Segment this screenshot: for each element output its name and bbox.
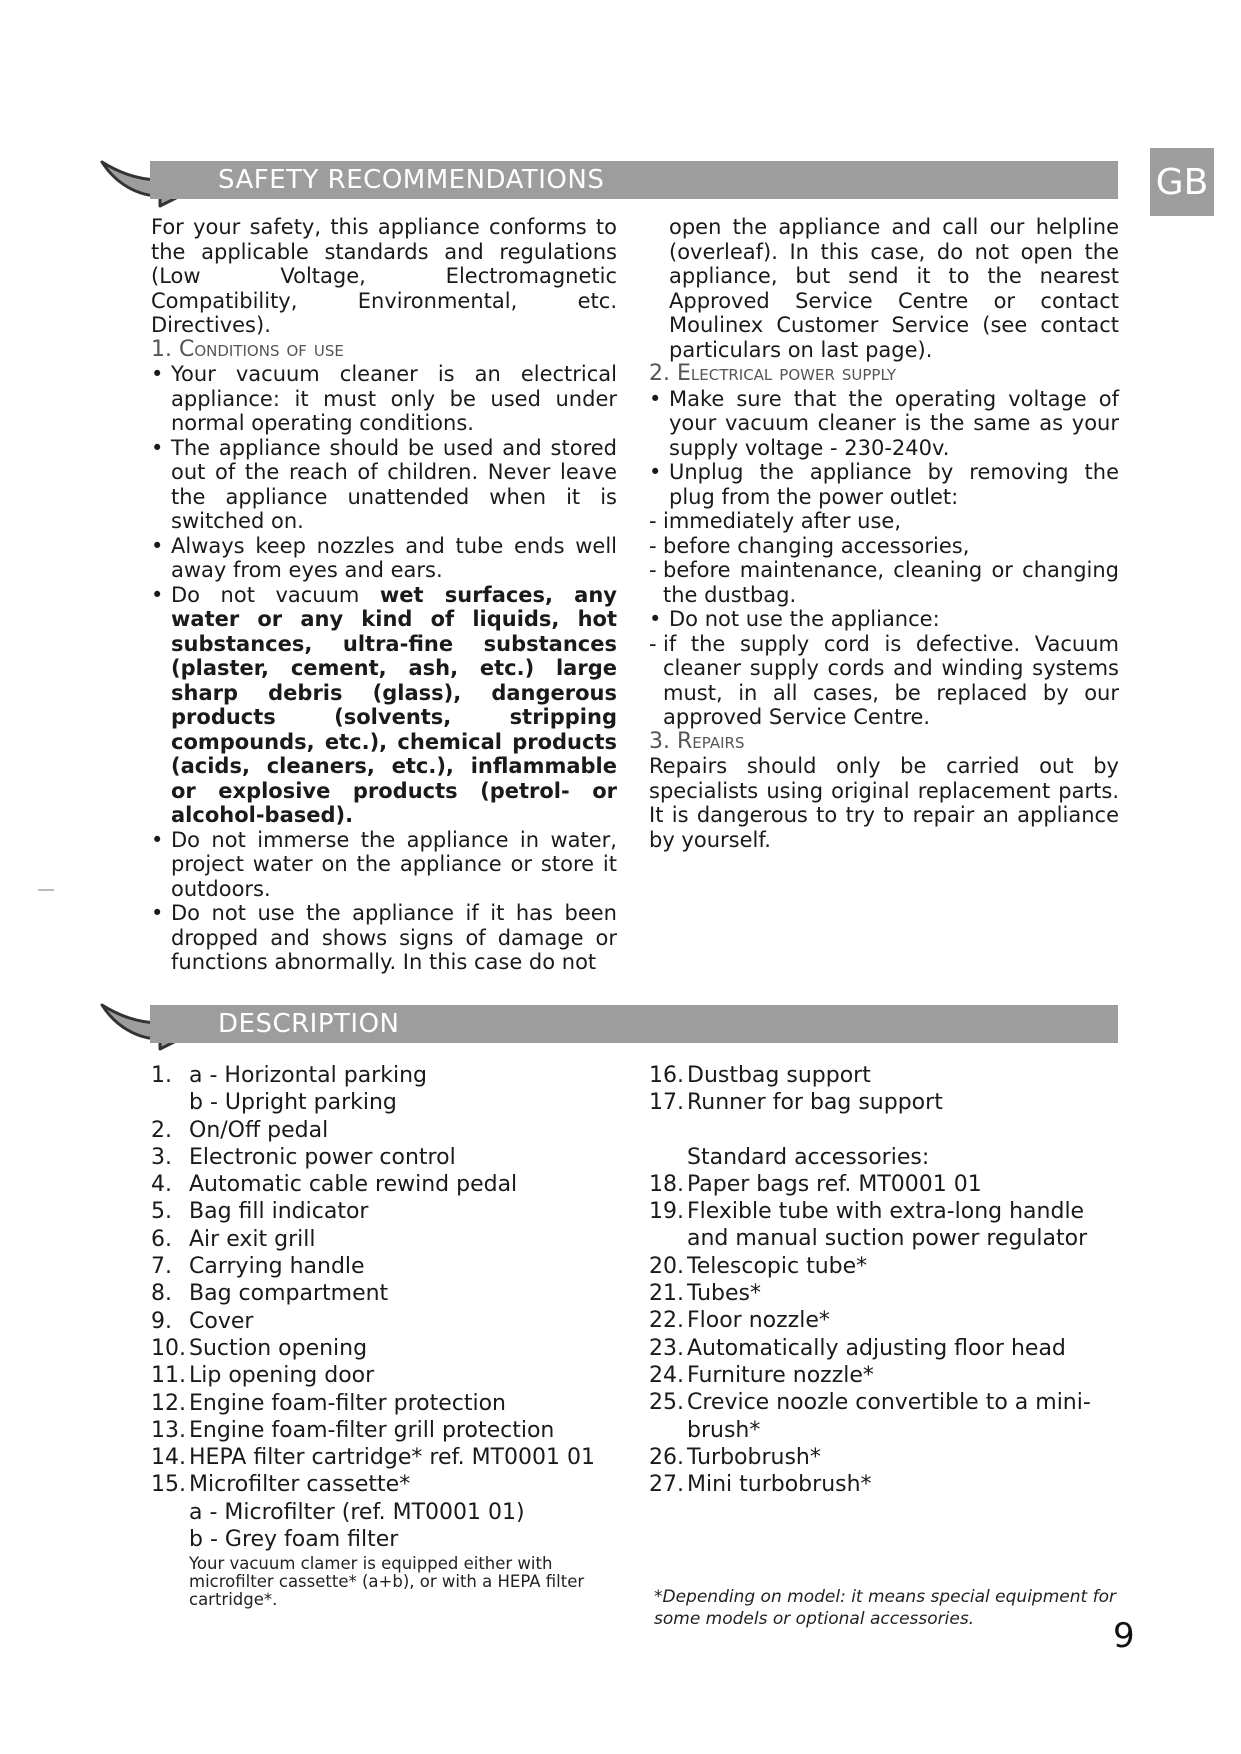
item-text: Bag fill indicator (189, 1199, 369, 1225)
filter-note: Your vacuum clamer is equipped either with microfilter cassette* (a+b), or with a HEPA filter cartridge*. (189, 1554, 585, 1610)
description-item (649, 1444, 1129, 1471)
repairs-heading: 3. Repairs (649, 728, 745, 754)
description-item (649, 1198, 1129, 1253)
power-dash-item: - immediately after use, (649, 509, 1119, 534)
description-item (151, 1499, 621, 1526)
conditions-bullet: • Do not vacuum wet surfaces, any water or any kind of liquids, hot substances, ultra-fine substances (plaster, cement, ash, etc.) large sharp debris (glass), dangerous products (solvents, stripping compounds, etc.), chemical products (acids, cleaners, etc.), inflammable or explosive products (petrol- or alcohol-based). (151, 583, 617, 828)
description-item (151, 1226, 621, 1253)
description-item (151, 1253, 621, 1280)
item-text: Crevice noozle convertible to a mini-brush* (687, 1390, 1091, 1443)
item-text: Automatic cable rewind pedal (189, 1172, 518, 1198)
description-item (151, 1471, 621, 1498)
description-item (151, 1198, 621, 1225)
item-text: Dustbag support (687, 1063, 871, 1088)
item-number: 9. (151, 1308, 172, 1334)
item-text: Suction opening (189, 1335, 368, 1361)
item-number: 23. (649, 1335, 684, 1361)
description-item (649, 1171, 1129, 1198)
item-text: HEPA filter cartridge* ref. MT0001 01 (189, 1445, 596, 1471)
description-item (151, 1117, 621, 1144)
description-item (649, 1062, 1129, 1089)
item-text: Paper bags ref. MT0001 01 (687, 1171, 982, 1197)
repairs-text: Repairs should only be carried out by specialists using original replacement parts. It is dangerous to try to repair an appliance by yourself. (649, 754, 1119, 852)
description-item (151, 1280, 621, 1307)
description-item (649, 1089, 1129, 1116)
item-number: 12. (151, 1390, 186, 1416)
item-number: 20. (649, 1253, 684, 1279)
conditions-bullet: • Do not use the appliance if it has been dropped and shows signs of damage or functions abnormally. In this case do not (151, 901, 617, 975)
item-text: a - Horizontal parking (189, 1063, 427, 1088)
item-number: 2. (151, 1117, 172, 1143)
description-item (649, 1389, 1129, 1444)
item-number: 15. (151, 1472, 186, 1498)
item-text: Floor nozzle* (687, 1308, 830, 1334)
description-item (649, 1307, 1129, 1334)
description-item (151, 1308, 621, 1335)
item-text: Engine foam-filter protection (189, 1390, 507, 1416)
margin-mark (38, 889, 54, 891)
item-number: 1. (151, 1063, 172, 1088)
item-text: Runner for bag support (687, 1090, 943, 1116)
item-text: Air exit grill (189, 1226, 316, 1252)
safety-left-column (151, 215, 617, 975)
description-item (151, 1171, 621, 1198)
item-number: 25. (649, 1390, 684, 1416)
description-item (151, 1062, 621, 1089)
item-text: Telescopic tube* (687, 1253, 868, 1279)
item-number: 27. (649, 1472, 684, 1498)
power-bullet: • Unplug the appliance by removing the plug from the power outlet: (649, 460, 1119, 509)
power-dash-item: - before maintenance, cleaning or changing the dustbag. (649, 558, 1119, 607)
safety-heading: SAFETY RECOMMENDATIONS (218, 165, 605, 195)
power-dash-item: - before changing accessories, (649, 534, 1119, 559)
conditions-bullet: • Your vacuum cleaner is an electrical appliance: it must only be used under normal operating conditions. (151, 362, 617, 436)
item-number: 4. (151, 1172, 172, 1198)
item-text: Lip opening door (189, 1363, 375, 1389)
description-left-list (151, 1062, 621, 1609)
item-text: Automatically adjusting floor head (687, 1335, 1066, 1361)
power-supply-heading: 2. Electrical power supply (649, 361, 896, 386)
conditions-bullet: • Do not immerse the appliance in water, project water on the appliance or store it outdoors. (151, 828, 617, 902)
description-header-band (150, 1005, 1118, 1043)
description-item (151, 1444, 621, 1471)
description-item (649, 1253, 1129, 1280)
description-item (151, 1144, 621, 1171)
item-text: Tubes* (687, 1281, 762, 1307)
description-item (151, 1390, 621, 1417)
conditions-bullet: • Always keep nozzles and tube ends well away from eyes and ears. (151, 534, 617, 583)
item-text: Carrying handle (189, 1254, 365, 1280)
item-number: 6. (151, 1226, 172, 1252)
safety-intro: For your safety, this appliance conforms to the applicable standards and regulations (Low Voltage, Electromagnetic Compatibility, Environmental, etc. Directives). (151, 215, 617, 337)
item-number: 3. (151, 1144, 172, 1170)
description-item (151, 1417, 621, 1444)
item-text: Furniture nozzle* (687, 1362, 874, 1388)
item-number: 5. (151, 1199, 172, 1225)
page-number: 9 (1113, 1616, 1135, 1656)
description-right-list (649, 1062, 1129, 1498)
item-text: Electronic power control (189, 1144, 456, 1170)
item-text: Turbobrush* (687, 1444, 821, 1470)
item-number: 19. (649, 1199, 684, 1225)
power-bullet: • Make sure that the operating voltage of your vacuum cleaner is the same as your supply voltage - 230-240v. (649, 387, 1119, 461)
conditions-bullet: • The appliance should be used and stored out of the reach of children. Never leave the appliance unattended when it is switched on. (151, 436, 617, 534)
item-text: Bag compartment (189, 1281, 389, 1307)
item-text: Engine foam-filter grill protection (189, 1417, 555, 1443)
item-number: 11. (151, 1363, 186, 1389)
item-number: 14. (151, 1445, 186, 1471)
item-text: Cover (189, 1308, 254, 1334)
item-number: 24. (649, 1362, 684, 1388)
item-number: 21. (649, 1281, 684, 1307)
accessories-label: Standard accessories: (687, 1144, 930, 1170)
item-text: Flexible tube with extra-long handle and manual suction power regulator (687, 1199, 1088, 1252)
power-bullet: • Do not use the appliance: (649, 607, 1119, 632)
description-item (649, 1471, 1129, 1498)
item-number: 26. (649, 1444, 684, 1470)
item-number: 13. (151, 1417, 186, 1443)
item-number: 10. (151, 1335, 186, 1361)
description-item (151, 1089, 621, 1116)
safety-right-column (649, 215, 1119, 852)
item-text: Microfilter cassette* (189, 1472, 411, 1498)
item-number: 22. (649, 1308, 684, 1334)
model-footnote: *Depending on model: it means special equipment for some models or optional accessories. (654, 1587, 1116, 1629)
item-number: 18. (649, 1171, 684, 1197)
description-item (151, 1362, 621, 1389)
power-dash-item: - if the supply cord is defective. Vacuum cleaner supply cords and winding systems must, in all cases, be replaced by our approved Service Centre. (649, 632, 1119, 730)
description-item (151, 1526, 621, 1553)
description-item (649, 1362, 1129, 1389)
description-item (151, 1335, 621, 1362)
description-item (649, 1335, 1129, 1362)
item-number: 8. (151, 1281, 172, 1307)
item-number: 7. (151, 1254, 172, 1280)
item-text: a - Microfilter (ref. MT0001 01) (189, 1499, 525, 1525)
description-heading: DESCRIPTION (218, 1009, 400, 1039)
item-text: Mini turbobrush* (687, 1472, 872, 1498)
item-text: b - Upright parking (189, 1090, 397, 1116)
item-number: 16. (649, 1063, 684, 1088)
continued-text: open the appliance and call our helpline (overleaf). In this case, do not open the appliance, but send it to the nearest Approved Service Centre or contact Moulinex Customer Service (see contact particulars on last page). (669, 215, 1119, 362)
item-text: b - Grey foam filter (189, 1527, 399, 1553)
conditions-heading: 1. Conditions of use (151, 336, 344, 362)
language-tab: GB (1150, 148, 1214, 216)
item-number: 17. (649, 1090, 684, 1116)
safety-header-band (150, 161, 1118, 199)
description-item (649, 1280, 1129, 1307)
item-text: On/Off pedal (189, 1117, 329, 1143)
